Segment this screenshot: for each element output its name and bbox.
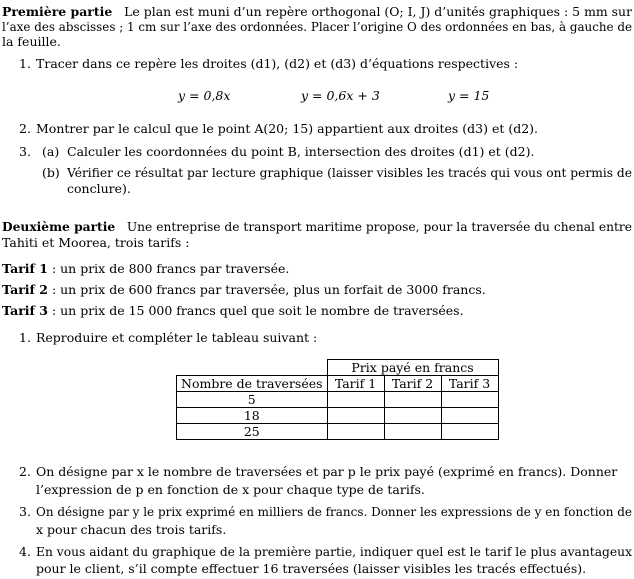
tarif1-label: Tarif 1 (2, 261, 48, 276)
table-empty-corner (177, 360, 328, 376)
part1-q3-number: 3. (19, 144, 31, 159)
table-row (177, 424, 499, 440)
tarif1-text: : un prix de 800 francs par traversée. (47, 261, 290, 276)
part1-intro-text-1: Le plan est muni d’un repère orthogonal (O; I, J) d’unités graphiques : 5 mm sur (124, 4, 633, 19)
part1-q3a-label: (a) (42, 144, 60, 159)
part2-q1-number: 1. (19, 330, 31, 345)
part2-intro-line1 (2, 219, 632, 234)
table-row (177, 408, 499, 424)
tarifs-table (176, 359, 499, 440)
table-cell-empty (441, 408, 498, 424)
table-row-count: 25 (177, 424, 328, 440)
table-group-header: Prix payé en francs (327, 360, 498, 376)
part1-q1-number: 1. (19, 56, 31, 71)
tarif3-line (2, 303, 464, 318)
part1-intro-line2: l’axe des abscisses ; 1 cm sur l’axe des ordonnées. Placer l’origine O des ordonnées en bas, à gauche de (2, 19, 633, 34)
part2-q4-number: 4. (19, 544, 31, 559)
table-header-row (177, 376, 499, 392)
equation-d2: y = 0,6x + 3 (301, 88, 380, 103)
tarif2-line (2, 282, 486, 297)
part2-intro-text-1: Une entreprise de transport maritime propose, pour la traversée du chenal entre (126, 219, 633, 234)
table-row-count: 5 (177, 392, 328, 408)
table-cell-empty (441, 392, 498, 408)
part2-q4-line2: pour le client, s’il compte effectuer 16 traversées (laisser visibles les tracés effectués). (36, 561, 587, 576)
part2-q2-number: 2. (19, 464, 31, 479)
table-row-count: 18 (177, 408, 328, 424)
part2-intro-line2: Tahiti et Moorea, trois tarifs : (2, 235, 190, 250)
part1-q1-text: Tracer dans ce repère les droites (d1), (d2) et (d3) d’équations respectives : (36, 56, 519, 71)
part1-q3b-line2: conclure). (67, 181, 131, 196)
part2-q1-text: Reproduire et compléter le tableau suivant : (36, 330, 318, 345)
table-row (177, 392, 499, 408)
equation-d1: y = 0,8x (178, 88, 231, 103)
tarif3-label: Tarif 3 (2, 303, 48, 318)
table-col-tarif3: Tarif 3 (441, 376, 498, 392)
part1-q3b-line1: Vérifier ce résultat par lecture graphique (laisser visibles les tracés qui vous ont permis de (67, 165, 632, 180)
tarif3-text: : un prix de 15 000 francs quel que soit le nombre de traversées. (47, 303, 464, 318)
table-col-tarif2: Tarif 2 (384, 376, 441, 392)
table-cell-empty (327, 408, 384, 424)
part2-q2-line1: On désigne par x le nombre de traversées et par p le prix payé (exprimé en francs). Donner (36, 464, 618, 479)
table-row-header: Nombre de traversées (177, 376, 328, 392)
part2-q3-line2: x pour chacun des trois tarifs. (36, 522, 227, 537)
table-cell-empty (327, 392, 384, 408)
tarif2-label: Tarif 2 (2, 282, 48, 297)
part2-q4-line1: En vous aidant du graphique de la première partie, indiquer quel est le tarif le plus avantageux (36, 544, 633, 559)
table-cell-empty (384, 392, 441, 408)
part1-q3b-label: (b) (42, 165, 60, 180)
part2-q3-number: 3. (19, 504, 31, 519)
part1-q2-number: 2. (19, 121, 31, 136)
table-cell-empty (327, 424, 384, 440)
part1-intro-line3: la feuille. (2, 34, 61, 49)
equation-d3: y = 15 (448, 88, 490, 103)
part1-intro-line1 (2, 4, 632, 19)
part2-heading: Deuxième partie (2, 219, 116, 234)
table-col-tarif1: Tarif 1 (327, 376, 384, 392)
part1-q2-text: Montrer par le calcul que le point A(20; 15) appartient aux droites (d3) et (d2). (36, 121, 539, 136)
part1-q3a-text: Calculer les coordonnées du point B, intersection des droites (d1) et (d2). (67, 144, 535, 159)
table-cell-empty (441, 424, 498, 440)
table-cell-empty (384, 408, 441, 424)
part1-heading: Première partie (2, 4, 113, 19)
table-cell-empty (384, 424, 441, 440)
table-group-header-row (177, 360, 499, 376)
part2-q2-line2: l’expression de p en fonction de x pour chaque type de tarifs. (36, 482, 425, 497)
tarif1-line (2, 261, 289, 276)
tarif2-text: : un prix de 600 francs par traversée, plus un forfait de 3000 francs. (47, 282, 486, 297)
part2-q3-line1: On désigne par y le prix exprimé en milliers de francs. Donner les expressions de y en fonction de (36, 504, 633, 519)
